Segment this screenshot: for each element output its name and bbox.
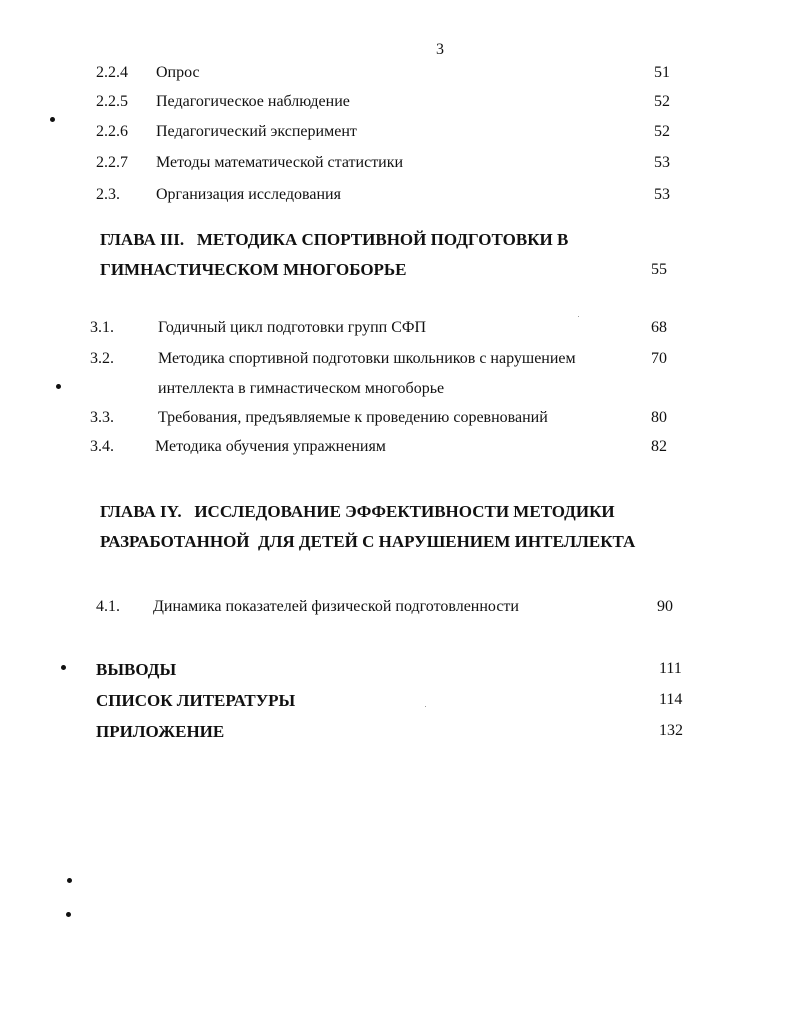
toc-entry-title: Опрос (156, 64, 200, 81)
toc-entry-title: Методика обучения упражнениям (155, 438, 386, 455)
toc-entry-number: 3.3. (90, 409, 114, 426)
chapter-heading-line: ГЛАВА IY. ИССЛЕДОВАНИЕ ЭФФЕКТИВНОСТИ МЕТОДИКИ (100, 502, 615, 521)
toc-entry-title: Методика спортивной подготовки школьников с нарушением (158, 350, 576, 367)
chapter-heading-line: РАЗРАБОТАННОЙ ДЛЯ ДЕТЕЙ С НАРУШЕНИЕМ ИНТЕЛЛЕКТА (100, 532, 636, 551)
toc-entry-page: 132 (659, 722, 683, 739)
scan-mark (50, 117, 55, 122)
toc-entry-page: 111 (659, 660, 682, 677)
chapter-heading-line: ГИМНАСТИЧЕСКОМ МНОГОБОРЬЕ (100, 260, 407, 279)
scan-mark (61, 665, 66, 670)
toc-section-heading: ВЫВОДЫ (96, 660, 177, 679)
toc-entry-page: 80 (651, 409, 667, 426)
scan-speck (578, 316, 579, 317)
toc-entry-number: 3.4. (90, 438, 114, 455)
toc-entry-page: 55 (651, 261, 667, 278)
toc-entry-title: Динамика показателей физической подготовленности (153, 598, 519, 615)
toc-entry-number: 2.2.7 (96, 154, 128, 171)
toc-section-heading: ПРИЛОЖЕНИЕ (96, 722, 225, 741)
toc-entry-title: Годичный цикл подготовки групп СФП (158, 319, 427, 336)
toc-entry-page: 53 (654, 186, 670, 203)
toc-entry-page: 90 (657, 598, 673, 615)
toc-section-heading: СПИСОК ЛИТЕРАТУРЫ (96, 691, 296, 710)
toc-entry-page: 70 (651, 350, 667, 367)
toc-entry-number: 2.2.5 (96, 93, 128, 110)
toc-entry-page: 82 (651, 438, 667, 455)
toc-entry-number: 4.1. (96, 598, 120, 615)
toc-entry-page: 53 (654, 154, 670, 171)
toc-entry-title: Педагогическое наблюдение (156, 93, 350, 110)
toc-entry-title: Организация исследования (156, 186, 341, 203)
scan-mark (66, 912, 71, 917)
scan-mark (56, 384, 61, 389)
toc-entry-page: 114 (659, 691, 683, 708)
toc-entry-page: 52 (654, 123, 670, 140)
toc-entry-page: 52 (654, 93, 670, 110)
page-number: 3 (436, 41, 444, 58)
scan-mark (67, 878, 72, 883)
toc-entry-title: Методы математической статистики (156, 154, 404, 171)
toc-entry-title-continued: интеллекта в гимнастическом многоборье (158, 380, 445, 397)
toc-entry-number: 3.1. (90, 319, 114, 336)
toc-entry-number: 2.3. (96, 186, 120, 203)
toc-entry-title: Педагогический эксперимент (156, 123, 357, 140)
toc-entry-number: 3.2. (90, 350, 114, 367)
scan-speck (425, 706, 426, 707)
toc-entry-number: 2.2.6 (96, 123, 128, 140)
toc-entry-title: Требования, предъявляемые к проведению соревнований (158, 409, 548, 426)
chapter-heading-line: ГЛАВА III. МЕТОДИКА СПОРТИВНОЙ ПОДГОТОВКИ В (100, 230, 569, 249)
toc-entry-number: 2.2.4 (96, 64, 128, 81)
toc-entry-page: 68 (651, 319, 667, 336)
toc-entry-page: 51 (654, 64, 670, 81)
